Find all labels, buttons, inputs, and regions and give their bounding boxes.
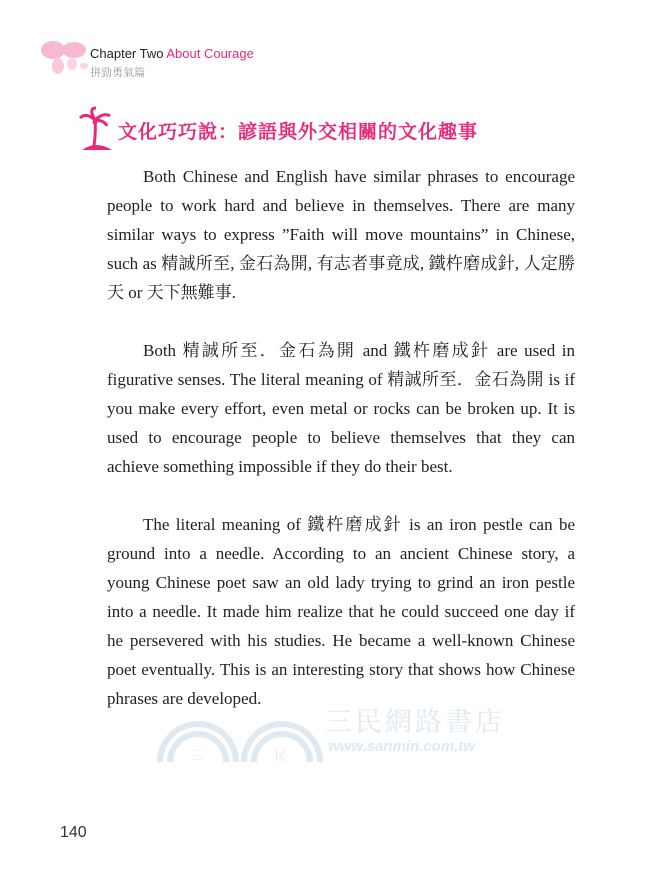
section-heading bbox=[78, 106, 598, 156]
logo-char-left: 三 bbox=[190, 749, 204, 764]
watermark-url: www.sanmin.com.tw bbox=[328, 738, 475, 755]
watermark-name: 三民網路書店 bbox=[325, 707, 505, 738]
article-body bbox=[107, 162, 575, 742]
watermark bbox=[150, 700, 510, 770]
paragraph: The literal meaning of 鐵杵磨成針 is an iron pestle can be ground into a needle. According to an ancient Chinese story, a young Chinese poet saw an old lady trying to grind an iron pestle into a needle. It made him realize that he could succeed one day if he persevered with his studies. He became a well-known Chinese poet eventually. This is an interesting story that shows how Chinese phrases are developed. bbox=[107, 515, 575, 708]
section-title: 文化巧巧說：諺語與外交相關的文化趣事 bbox=[118, 121, 479, 143]
chapter-topic: About Courage bbox=[166, 46, 254, 61]
paragraph: Both Chinese and English have similar phrases to encourage people to work hard and believe in themselves. There are many similar ways to express ”Faith will move mountains” in Chinese, such as 精誠所至, 金石為開, 有志者事竟成, 鐵杵磨成針, 人定勝天 or 天下無難事. bbox=[107, 167, 575, 302]
logo-char-right: 民 bbox=[274, 749, 288, 764]
chapter-subtitle: 拼勁勇氣篇 bbox=[90, 66, 145, 79]
palm-island-icon bbox=[78, 106, 118, 152]
page-number: 140 bbox=[60, 824, 87, 841]
sanmin-logo-icon bbox=[150, 704, 330, 764]
chapter-header bbox=[38, 34, 298, 94]
paragraph: Both 精誠所至．金石為開 and 鐵杵磨成針 are used in figurative senses. The literal meaning of 精誠所至．金石為開 is if you make every effort, even metal or rocks can be broken up. It is used to encourage people to believe themselves that they can achieve something impossible if they do their best. bbox=[107, 341, 575, 476]
chapter-label: Chapter Two bbox=[90, 46, 164, 61]
chapter-title bbox=[90, 46, 254, 61]
world-map-icon bbox=[38, 36, 90, 76]
